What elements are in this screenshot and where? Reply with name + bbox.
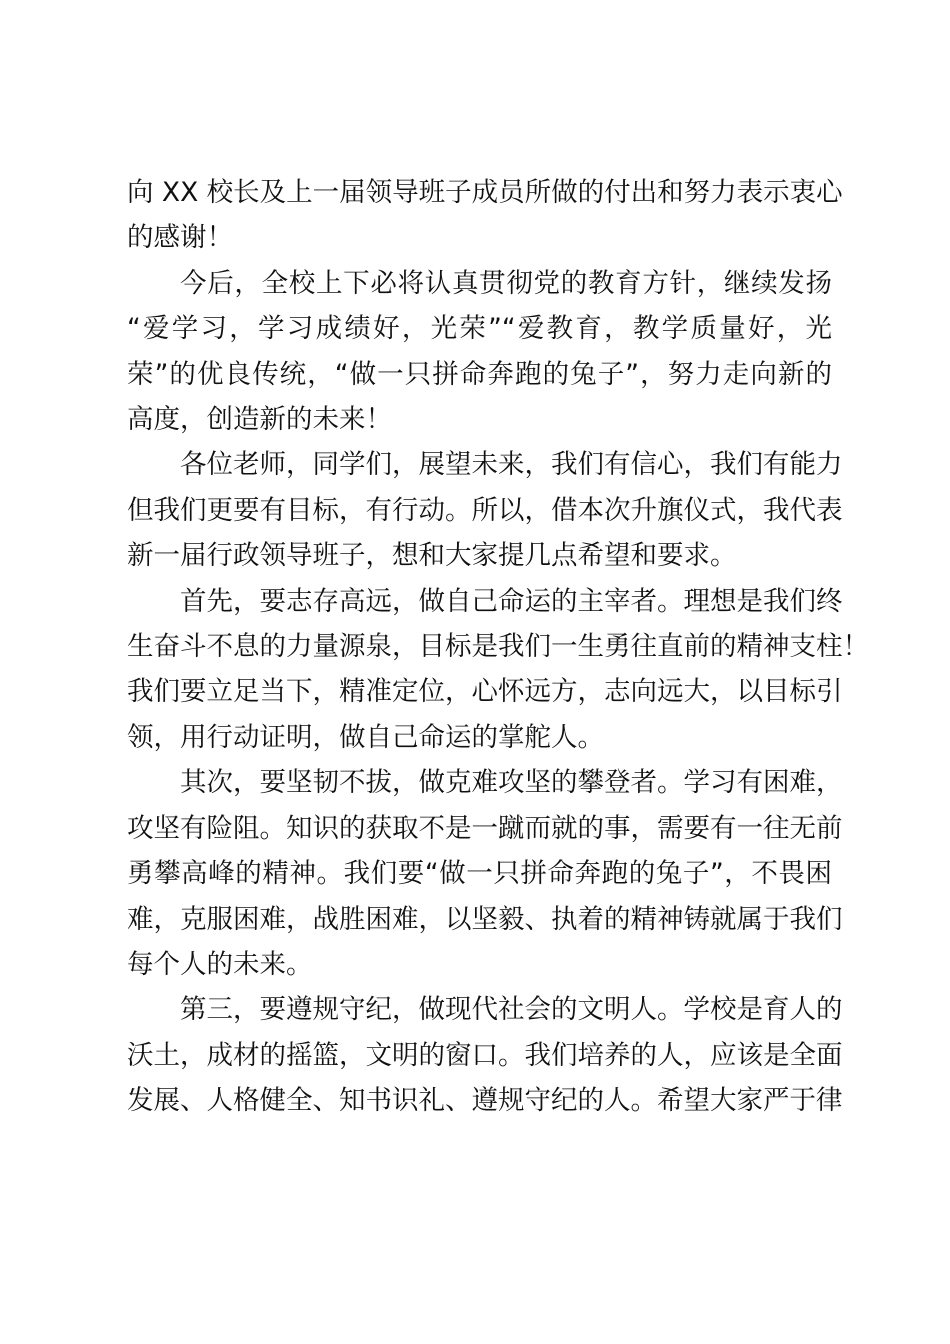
paragraph-2: [127, 261, 832, 443]
text-line: 发展、人格健全、知书识礼、遵规守纪的人。希望大家严于律: [127, 1085, 843, 1117]
paragraph-4: [127, 579, 869, 761]
text-line: 每个人的未来。: [127, 948, 313, 980]
paragraph-1: [127, 170, 843, 261]
text-line: 难，克服困难，战胜困难，以坚毅、执着的精神铸就属于我们: [127, 903, 843, 935]
paragraph-3: [127, 442, 843, 578]
text-line: 生奋斗不息的力量源泉，目标是我们一生勇往直前的精神支柱！: [127, 631, 869, 663]
text-line: 向 XX 校长及上一届领导班子成员所做的付出和努力表示衷心: [127, 177, 843, 208]
text-line: 高度，创造新的未来！: [127, 404, 392, 436]
paragraph-5: [127, 760, 843, 987]
text-line: 的感谢！: [127, 222, 233, 254]
text-line: 沃土，成材的摇篮，文明的窗口。我们培养的人，应该是全面: [127, 1039, 843, 1071]
text-line: 但我们更要有目标，有行动。所以，借本次升旗仪式，我代表: [127, 494, 843, 526]
text-line: 其次，要坚韧不拔，做克难攻坚的攀登者。学习有困难，: [180, 767, 843, 799]
text-line: “爱学习，学习成绩好，光荣”“爱教育，教学质量好，光: [127, 313, 832, 345]
text-line: 第三，要遵规守纪，做现代社会的文明人。学校是育人的: [180, 994, 843, 1026]
text-line: 勇攀高峰的精神。我们要“做一只拼命奔跑的兔子”，不畏困: [127, 858, 832, 890]
text-line: 新一届行政领导班子，想和大家提几点希望和要求。: [127, 540, 737, 572]
text-line: 今后，全校上下必将认真贯彻党的教育方针，继续发扬: [180, 267, 832, 299]
text-line: 攻坚有险阻。知识的获取不是一蹴而就的事，需要有一往无前: [127, 812, 843, 844]
paragraph-6: [127, 987, 843, 1123]
text-line: 各位老师，同学们，展望未来，我们有信心，我们有能力: [180, 449, 843, 481]
text-line: 领，用行动证明，做自己命运的掌舵人。: [127, 721, 604, 753]
text-line: 首先，要志存高远，做自己命运的主宰者。理想是我们终: [180, 585, 843, 617]
text-line: 我们要立足当下，精准定位，心怀远方，志向远大，以目标引: [127, 676, 843, 708]
document-body: [127, 170, 869, 1124]
text-line: 荣”的优良传统，“做一只拼命奔跑的兔子”，努力走向新的: [127, 358, 832, 390]
